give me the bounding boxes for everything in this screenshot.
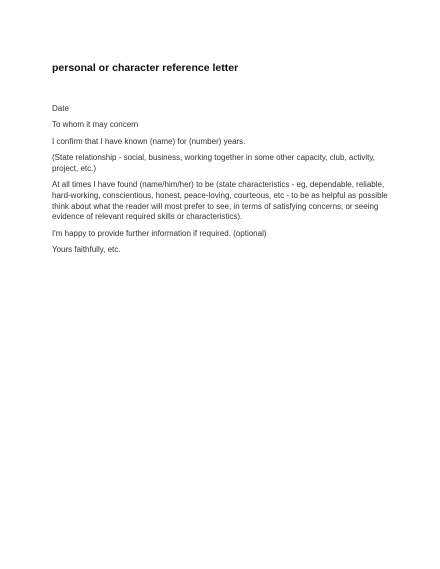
confirmation-paragraph: I confirm that I have known (name) for (number) years. bbox=[52, 136, 246, 146]
further-info-paragraph: I'm happy to provide further information if required. (optional) bbox=[52, 228, 267, 238]
date-line: Date bbox=[52, 104, 69, 113]
salutation: To whom it may concern bbox=[52, 120, 139, 130]
document-title: personal or character reference letter bbox=[52, 62, 239, 74]
characteristics-paragraph: At all times I have found (name/him/her) to be (state characteristics - eg, dependable, reliable, hard-working, conscientious, honest, peace-loving, courteous, etc - to be as helpful as possible think about what the reader will most prefer to see, in terms of satisfying concerns, or seeing evidence of relevant required skills or characteristics). bbox=[52, 179, 388, 222]
relationship-paragraph: (State relationship - social, business, working together in some other capacity, club, activity, project, etc.) bbox=[52, 152, 375, 173]
letter-body bbox=[52, 104, 392, 261]
closing-line: Yours faithfully, etc. bbox=[52, 244, 121, 254]
